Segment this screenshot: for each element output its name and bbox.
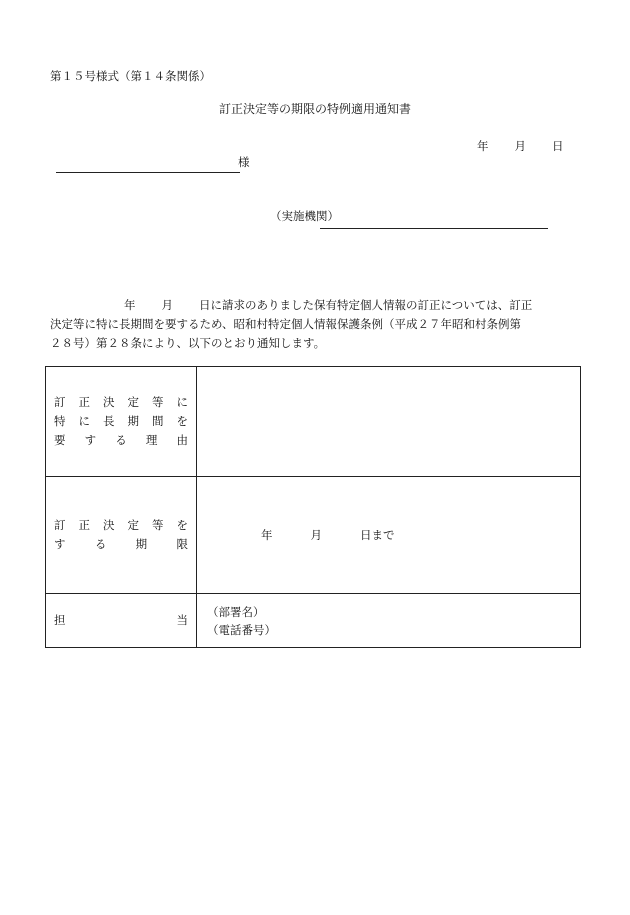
deadline-row: [46, 477, 581, 594]
agency-label: （実施機関）: [270, 209, 339, 223]
contact-label: [46, 594, 197, 648]
issue-date: [477, 138, 564, 154]
deadline-year: 年: [261, 528, 273, 542]
reason-label-line-3: 要 す る 理 由: [54, 433, 188, 447]
body-line-1-text: 日に請求のありました保有特定個人情報の訂正については、訂正: [199, 298, 533, 312]
agency-underline: [320, 228, 548, 229]
reason-row: [46, 367, 581, 477]
date-year: 年: [477, 139, 489, 153]
deadline-label-line-1: 訂 正 決 定 等 を: [54, 518, 188, 532]
reason-label: [46, 367, 197, 477]
addressee-underline: [56, 172, 240, 173]
notice-body: [50, 296, 565, 353]
date-month: 月: [514, 139, 526, 153]
contact-department: （部署名）: [207, 604, 265, 619]
addressee-honorific: 様: [238, 155, 250, 169]
contact-label-line-1: 担 当: [54, 613, 188, 627]
body-month: 月: [161, 298, 173, 312]
document-title: 訂正決定等の期限の特例適用通知書: [218, 102, 411, 116]
deadline-date: [261, 527, 580, 543]
reason-value[interactable]: [197, 367, 581, 477]
form-number: 第１５号様式（第１４条関係）: [50, 69, 211, 83]
contact-value[interactable]: [197, 594, 581, 648]
date-day: 日: [552, 139, 564, 153]
reason-label-line-2: 特 に 長 期 間 を: [54, 414, 188, 428]
deadline-day: 日まで: [360, 528, 395, 542]
deadline-label-line-2: す る 期 限: [54, 537, 188, 551]
contact-phone: （電話番号）: [207, 622, 276, 637]
deadline-label: [46, 477, 197, 594]
deadline-month: 月: [310, 528, 322, 542]
body-line-2: 決定等に特に長期間を要するため、昭和村特定個人情報保護条例（平成２７年昭和村条例第: [50, 317, 522, 331]
deadline-value[interactable]: [197, 477, 581, 594]
reason-label-line-1: 訂 正 決 定 等 に: [54, 395, 188, 409]
body-line-1: [50, 296, 565, 315]
contact-row: [46, 594, 581, 648]
body-line-3: ２８号）第２８条により、以下のとおり通知します。: [50, 336, 326, 350]
body-year: 年: [124, 298, 136, 312]
notice-table: [45, 366, 581, 648]
